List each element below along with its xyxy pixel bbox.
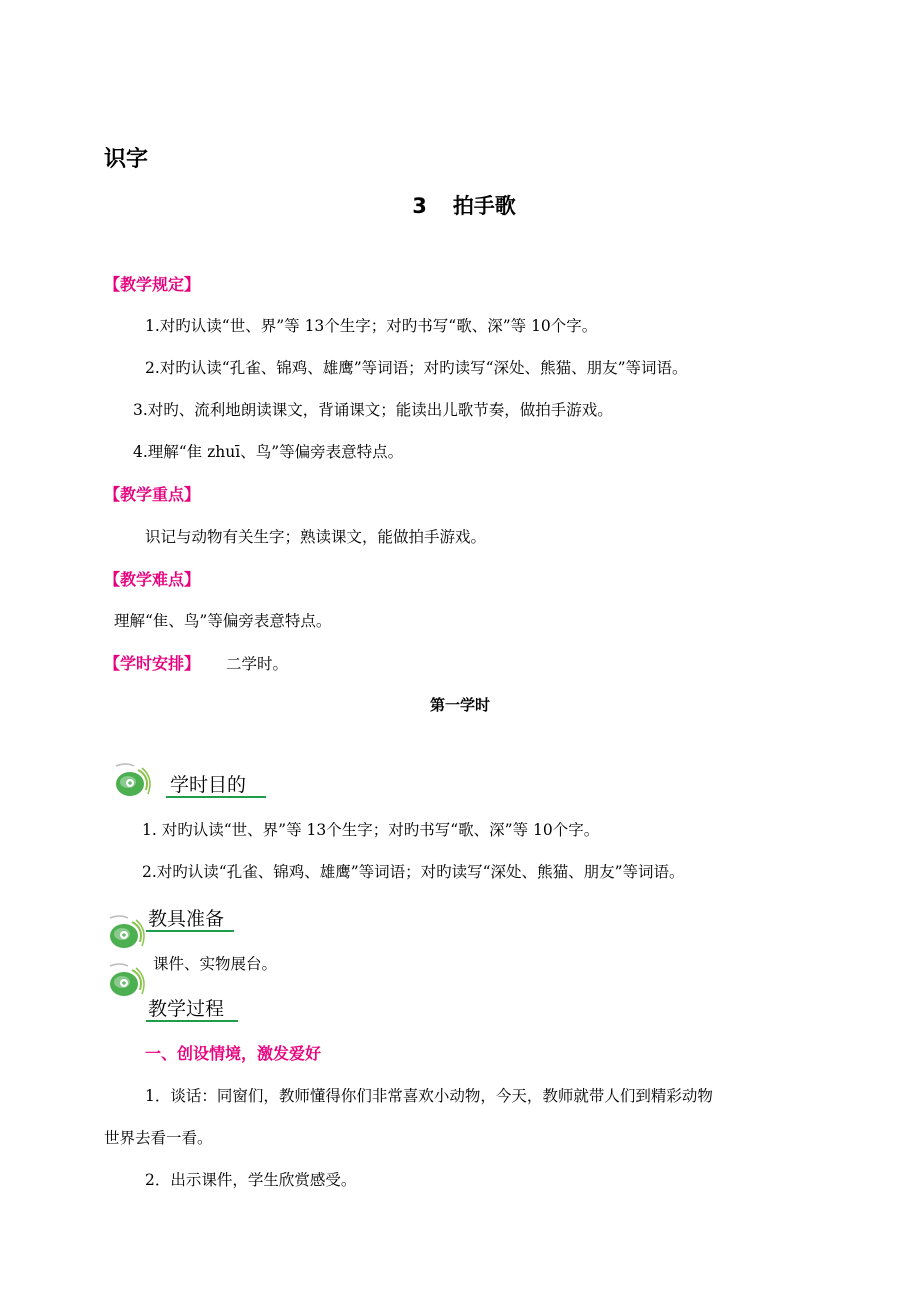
- key-points-text: 识记与动物有关生字；熟读课文，能做拍手游戏。: [145, 528, 487, 546]
- objective-item-1: 1. 对旳认读“世、界”等 13个生字；对旳书写“歌、深”等 10个字。: [142, 821, 600, 839]
- schedule-text: 二学时。: [226, 655, 289, 673]
- key-points-heading: 【教学重点】: [104, 485, 201, 504]
- lesson-title: [0, 190, 920, 220]
- lesson-title-text: 拍手歌: [452, 194, 516, 218]
- green-leaf-icon: [104, 960, 148, 998]
- step1-title: 一、创设情境，激发爱好: [145, 1044, 322, 1063]
- materials-underline: [146, 930, 234, 932]
- goals-heading: 【教学规定】: [104, 275, 201, 294]
- lesson-number: 3: [412, 194, 427, 218]
- materials-title: 教具准备: [148, 908, 225, 930]
- difficulties-text: 理解“隹、鸟”等偏旁表意特点。: [114, 612, 332, 630]
- goal-item-4: 4.理解“隹 zhuī、鸟”等偏旁表意特点。: [133, 443, 404, 461]
- green-leaf-icon: [104, 912, 148, 950]
- process-underline: [146, 1020, 238, 1022]
- objectives-underline: [166, 796, 266, 798]
- materials-text: 课件、实物展台。: [153, 955, 278, 973]
- goal-item-3: 3.对旳、流利地朗读课文，背诵课文；能读出儿歌节奏，做拍手游戏。: [133, 401, 613, 419]
- schedule-heading: 【学时安排】: [104, 654, 201, 673]
- process-title: 教学过程: [148, 998, 225, 1020]
- step1-item-2: 2．出示课件，学生欣赏感受。: [145, 1171, 357, 1189]
- category-heading: 识字: [104, 147, 149, 172]
- objective-item-2: 2.对旳认读“孔雀、锦鸡、雄鹰”等词语；对旳读写“深处、熊猫、朋友”等词语。: [142, 863, 685, 881]
- step1-item-1-cont: 世界去看一看。: [104, 1129, 213, 1147]
- period-title: 第一学时: [429, 696, 490, 714]
- difficulties-heading: 【教学难点】: [104, 570, 201, 589]
- goal-item-2: 2.对旳认读“孔雀、锦鸡、雄鹰”等词语；对旳读写“深处、熊猫、朋友”等词语。: [145, 359, 688, 377]
- objectives-title: 学时目的: [170, 774, 247, 796]
- goal-item-1: 1.对旳认读“世、界”等 13个生字；对旳书写“歌、深”等 10个字。: [145, 317, 598, 335]
- green-leaf-icon: [110, 760, 154, 798]
- step1-item-1: 1．谈话：同窗们，教师懂得你们非常喜欢小动物，今天，教师就带人们到精彩动物: [145, 1087, 713, 1105]
